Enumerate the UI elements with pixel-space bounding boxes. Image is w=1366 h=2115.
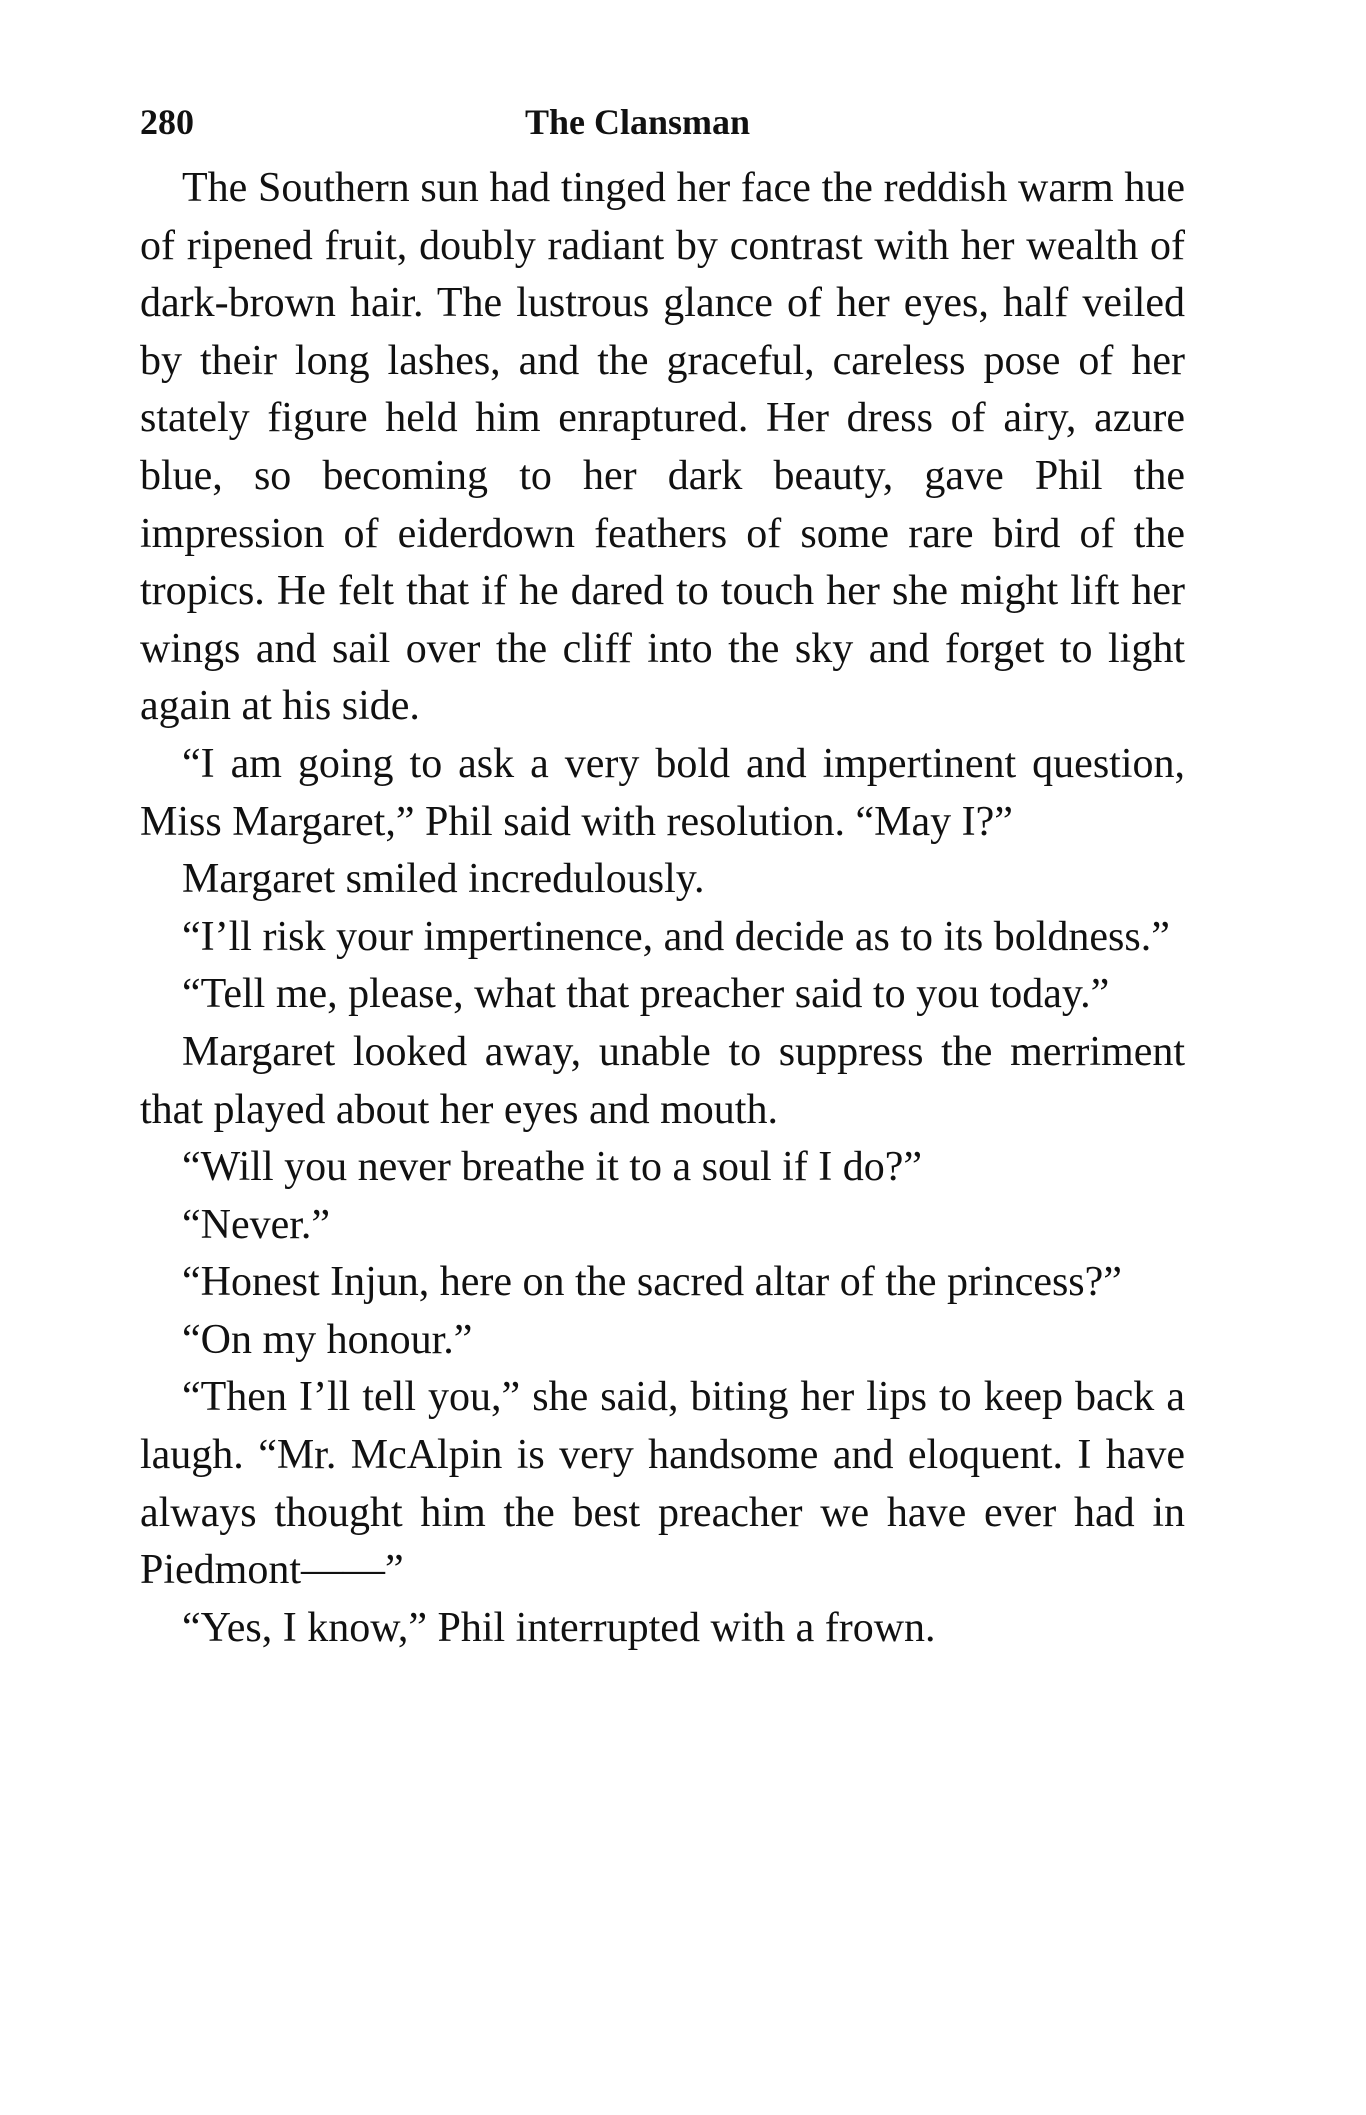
paragraph: Margaret smiled incredulously. — [182, 856, 705, 903]
paragraph: “Will you never breathe it to a soul if I do?” — [182, 1144, 923, 1191]
page-number: 280 — [140, 102, 194, 142]
paragraph: “Tell me, please, what that preacher said to you today.” — [182, 971, 1110, 1018]
paragraph: Margaret looked away, unable to suppress the merriment that played about her eyes and mouth. — [140, 1028, 1185, 1133]
book-page — [140, 90, 1185, 1657]
paragraph: “Honest Injun, here on the sacred altar of the princess?” — [182, 1259, 1122, 1306]
body-text — [140, 160, 1185, 1657]
running-title: The Clansman — [525, 102, 751, 142]
paragraph: “On my honour.” — [182, 1316, 473, 1363]
paragraph: The Southern sun had tinged her face the reddish warm hue of ripened fruit, doubly radiant by contrast with her wealth of dark-brown hair. The lustrous glance of her eyes, half veiled by their long lashes, and the graceful, careless pose of her stately figure held him enraptured. Her dress of airy, azure blue, so becoming to her dark beauty, gave Phil the impression of eiderdown feathers of some rare bird of the tropics. He felt that if he dared to touch her she might lift her wings and sail over the cliff into the sky and forget to light again at his side. — [140, 165, 1185, 730]
page-header — [140, 90, 1185, 154]
paragraph: “Never.” — [182, 1201, 331, 1248]
paragraph: “Then I’ll tell you,” she said, biting her lips to keep back a laugh. “Mr. McAlpin is very handsome and eloquent. I have always thought him the best preacher we have ever had in Piedmont——” — [140, 1374, 1185, 1594]
paragraph: “Yes, I know,” Phil interrupted with a frown. — [182, 1604, 936, 1651]
paragraph: “I’ll risk your impertinence, and decide as to its boldness.” — [182, 913, 1170, 960]
paragraph: “I am going to ask a very bold and impertinent question, Miss Margaret,” Phil said with resolution. “May I?” — [140, 740, 1185, 845]
